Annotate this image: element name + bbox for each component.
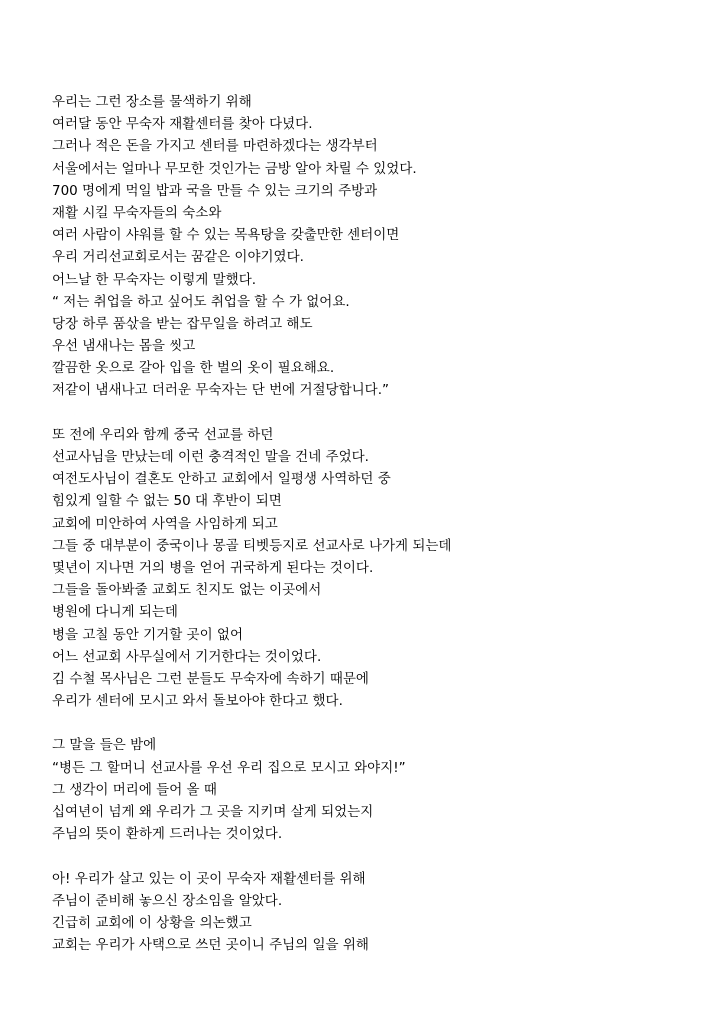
text-line: 우선 냄새나는 몸을 씻고 [52,338,196,355]
text-line: 그들을 돌아봐줄 교회도 친지도 없는 이곳에서 [52,582,322,599]
text-line: 힘있게 일할 수 없는 50 대 후반이 되면 [52,493,282,510]
text-line: 십여년이 넘게 왜 우리가 그 곳을 지키며 살게 되었는지 [52,804,374,820]
text-line: 여러 사람이 샤워를 할 수 있는 목욕탕을 갖출만한 센터이면 [52,227,400,244]
text-line: 우리는 그런 장소를 물색하기 위해 [52,94,252,110]
text-line: 어느 선교회 사무실에서 기거한다는 것이었다. [52,648,322,665]
paragraph-gap [52,712,692,734]
text-line: 그러나 적은 돈을 가지고 센터를 마련하겠다는 생각부터 [52,138,378,155]
text-line: 깔끔한 옷으로 갈아 입을 한 벌의 옷이 필요해요. [52,360,335,377]
text-line: 교회에 미안하여 사역을 사임하게 되고 [52,515,278,532]
text-line: 저같이 냄새나고 더러운 무숙자는 단 번에 거절당합니다.” [52,382,389,399]
text-line: “병든 그 할머니 선교사를 우선 우리 집으로 모시고 와야지!” [52,759,406,776]
document-body [52,91,692,956]
text-line: 병원에 다니게 되는데 [52,604,178,621]
text-line: 우리가 센터에 모시고 와서 돌보아야 한다고 했다. [52,693,343,710]
text-line: 그들 중 대부분이 중국이나 몽골 티벳등지로 선교사로 나가게 되는데 [52,537,452,554]
text-line: 병을 고칠 동안 기거할 곳이 없어 [52,626,243,643]
text-line: “ 저는 취업을 하고 싶어도 취업을 할 수 가 없어요. [52,293,350,310]
paragraph [52,424,692,712]
text-line: 어느날 한 무숙자는 이렇게 말했다. [52,271,257,288]
text-line: 여러달 동안 무숙자 재활센터를 찾아 다녔다. [52,116,313,133]
text-line: 주님이 준비해 놓으신 장소임을 알았다. [52,892,283,909]
paragraph-gap [52,845,692,867]
text-line: 우리 거리선교회로서는 꿈같은 이야기였다. [52,249,304,266]
text-line: 그 생각이 머리에 들어 올 때 [52,781,217,798]
text-line: 긴급히 교회에 이 상황을 의논했고 [52,914,252,931]
text-line: 또 전에 우리와 함께 중국 선교를 하던 [52,426,274,443]
text-line: 교회는 우리가 사택으로 쓰던 곳이니 주님의 일을 위해 [52,937,369,954]
text-line: 재활 시킬 무숙자들의 숙소와 [52,204,222,221]
text-line: 여전도사님이 결혼도 안하고 교회에서 일평생 사역하던 중 [52,471,391,488]
text-line: 아! 우리가 살고 있는 이 곳이 무숙자 재활센터를 위해 [52,870,366,887]
paragraph [52,91,692,402]
text-line: 당장 하루 품삯을 받는 잡무일을 하려고 해도 [52,315,313,332]
text-line: 그 말을 들은 밤에 [52,737,157,754]
text-line: 김 수철 목사님은 그런 분들도 무숙자에 속하기 때문에 [52,670,369,687]
text-line: 700 명에게 먹일 밥과 국을 만들 수 있는 크기의 주방과 [52,182,378,199]
paragraph-gap [52,402,692,424]
text-line: 주님의 뜻이 환하게 드러나는 것이었다. [52,826,283,843]
text-line: 서울에서는 얼마나 무모한 것인가는 금방 알아 차릴 수 있었다. [52,160,417,177]
paragraph [52,734,692,845]
text-line: 선교사님을 만났는데 이런 충격적인 말을 건네 주었다. [52,449,369,465]
text-line: 몇년이 지나면 거의 병을 얻어 귀국하게 된다는 것이다. [52,559,374,576]
paragraph [52,868,692,957]
